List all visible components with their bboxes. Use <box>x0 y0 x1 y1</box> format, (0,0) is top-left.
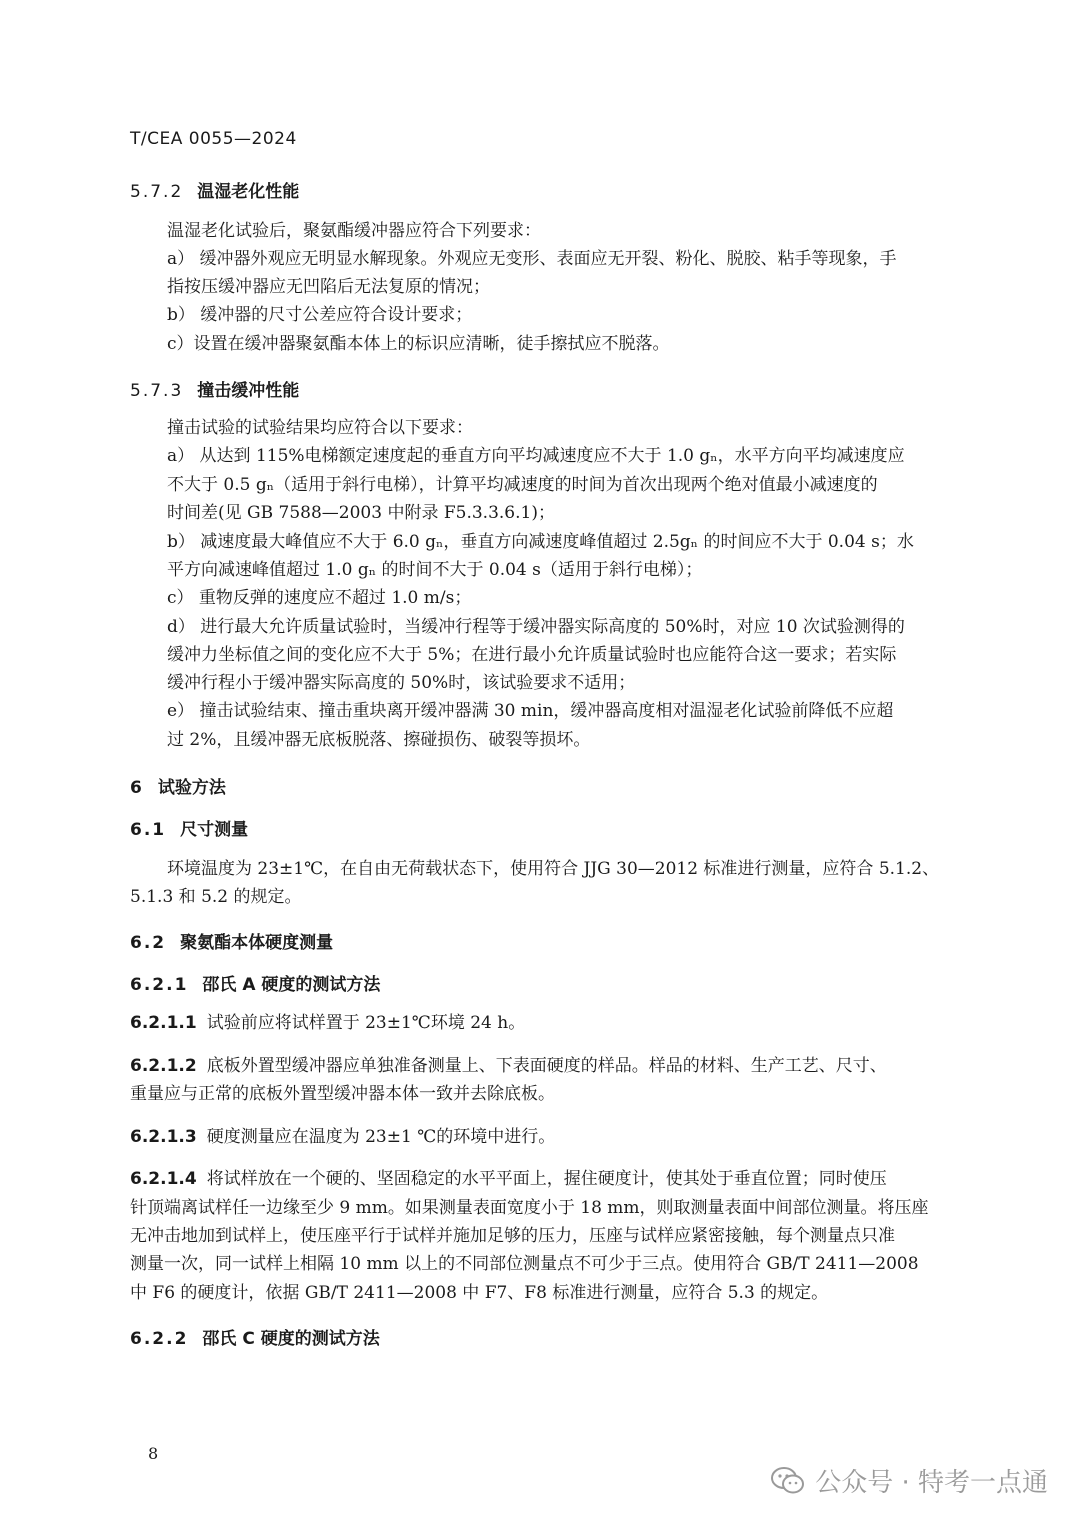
paragraph-line: 温湿老化试验后，聚氨酯缓冲器应符合下列要求： <box>167 221 541 241</box>
clause-number: 6.2.1.1 <box>130 1013 197 1033</box>
paragraph-line: 重量应与正常的底板外置型缓冲器本体一致并去除底板。 <box>130 1084 555 1104</box>
section-title: 温湿老化性能 <box>197 182 300 202</box>
section-title: 邵氏 A 硬度的测试方法 <box>202 975 381 995</box>
section-number: 5.7.3 <box>130 381 184 401</box>
clause-6-2-1-4 <box>130 1165 978 1193</box>
section-title: 邵氏 C 硬度的测试方法 <box>202 1329 380 1349</box>
paragraph-line: 指按压缓冲器应无凹陷后无法复原的情况； <box>167 277 490 297</box>
paragraph-line: c）设置在缓冲器聚氨酯本体上的标识应清晰，徒手擦拭应不脱落。 <box>167 334 670 354</box>
section-title: 试验方法 <box>157 778 226 798</box>
clause-number: 6.2.1.2 <box>130 1056 197 1076</box>
clause-6-2-1-1 <box>130 1009 978 1037</box>
clause-number: 6.2.1.4 <box>130 1169 197 1189</box>
clause-text: 试验前应将试样置于 23±1℃环境 24 h。 <box>206 1013 526 1033</box>
section-6-heading <box>130 773 226 798</box>
section-title: 撞击缓冲性能 <box>197 381 300 401</box>
section-title: 尺寸测量 <box>180 820 249 840</box>
paragraph-line: 5.1.3 和 5.2 的规定。 <box>130 887 302 907</box>
paragraph-line: 无冲击地加到试样上，使压座平行于试样并施加足够的压力，压座与试样应紧密接触，每个测量点只准 <box>130 1226 895 1246</box>
paragraph-line: 缓冲行程小于缓冲器实际高度的 50%时，该试验要求不适用； <box>167 673 636 693</box>
section-number: 6.1 <box>130 820 167 840</box>
paragraph-line: b） 缓冲器的尺寸公差应符合设计要求； <box>167 305 473 325</box>
paragraph-line: c） 重物反弹的速度应不超过 1.0 m/s； <box>167 588 472 608</box>
paragraph-line: 不大于 0.5 gₙ（适用于斜行电梯），计算平均减速度的时间为首次出现两个绝对值最小减速度的 <box>167 475 878 495</box>
clause-6-2-1-3 <box>130 1123 978 1151</box>
paragraph-line: 过 2%，且缓冲器无底板脱落、擦碰损伤、破裂等损坏。 <box>167 730 591 750</box>
clause-6-2-1-2 <box>130 1052 978 1080</box>
section-number: 6.2.2 <box>130 1329 189 1349</box>
paragraph-line: 平方向减速峰值超过 1.0 gₙ 的时间不大于 0.04 s（适用于斜行电梯）； <box>167 560 703 580</box>
section-6-2-2-heading <box>130 1324 380 1349</box>
section-6-2-heading <box>130 928 333 953</box>
paragraph-line: 环境温度为 23±1℃，在自由无荷载状态下，使用符合 JJG 30—2012 标准进行测量，应符合 5.1.2、 <box>167 859 940 879</box>
paragraph-line: e） 撞击试验结束、撞击重块离开缓冲器满 30 min，缓冲器高度相对温湿老化试验前降低不应超 <box>167 701 894 721</box>
section-5-7-3-heading <box>130 376 299 401</box>
watermark <box>771 1462 1048 1499</box>
section-number: 6 <box>130 778 144 798</box>
paragraph-line: 缓冲力坐标值之间的变化应不大于 5%；在进行最小允许质量试验时也应能符合这一要求；若实际 <box>167 645 897 665</box>
section-5-7-2-heading <box>130 177 299 202</box>
watermark-text: 公众号 · 特考一点通 <box>815 1468 1048 1498</box>
clause-number: 6.2.1.3 <box>130 1127 197 1147</box>
paragraph-line: a） 缓冲器外观应无明显水解现象。外观应无变形、表面应无开裂、粉化、脱胶、粘手等现象，手 <box>167 249 897 269</box>
wechat-icon <box>771 1467 805 1495</box>
section-6-2-1-heading <box>130 970 380 995</box>
paragraph-line: b） 减速度最大峰值应不大于 6.0 gₙ，垂直方向减速度峰值超过 2.5gₙ 的时间应不大于 0.04 s；水 <box>167 532 914 552</box>
clause-text: 硬度测量应在温度为 23±1 ℃的环境中进行。 <box>206 1127 556 1147</box>
paragraph-line: 时间差(见 GB 7588—2003 中附录 F5.3.3.6.1)； <box>167 503 555 523</box>
clause-text: 底板外置型缓冲器应单独准备测量上、下表面硬度的样品。样品的材料、生产工艺、尺寸、 <box>206 1056 887 1076</box>
section-number: 6.2.1 <box>130 975 189 995</box>
section-number: 5.7.2 <box>130 182 184 202</box>
paragraph-line: a） 从达到 115%电梯额定速度起的垂直方向平均减速度应不大于 1.0 gₙ，水平方向平均减速度应 <box>167 446 905 466</box>
page-number: 8 <box>148 1444 159 1463</box>
section-6-1-heading <box>130 815 248 840</box>
paragraph-line: d） 进行最大允许质量试验时，当缓冲行程等于缓冲器实际高度的 50%时，对应 10 次试验测得的 <box>167 617 905 637</box>
paragraph-line: 针顶端离试样任一边缘至少 9 mm。如果测量表面宽度小于 18 mm，则取测量表面中间部位测量。将压座 <box>130 1198 929 1218</box>
section-title: 聚氨酯本体硬度测量 <box>180 933 334 953</box>
clause-text: 将试样放在一个硬的、坚固稳定的水平平面上，握住硬度计，使其处于垂直位置；同时使压 <box>206 1169 887 1189</box>
paragraph-line: 中 F6 的硬度计，依据 GB/T 2411—2008 中 F7、F8 标准进行测量，应符合 5.3 的规定。 <box>130 1283 829 1303</box>
standard-code-header: T/CEA 0055—2024 <box>130 129 297 149</box>
section-number: 6.2 <box>130 933 167 953</box>
paragraph-line: 测量一次，同一试样上相隔 10 mm 以上的不同部位测量点不可少于三点。使用符合 GB/T 2411—2008 <box>130 1254 919 1274</box>
paragraph-line: 撞击试验的试验结果均应符合以下要求： <box>167 418 473 438</box>
